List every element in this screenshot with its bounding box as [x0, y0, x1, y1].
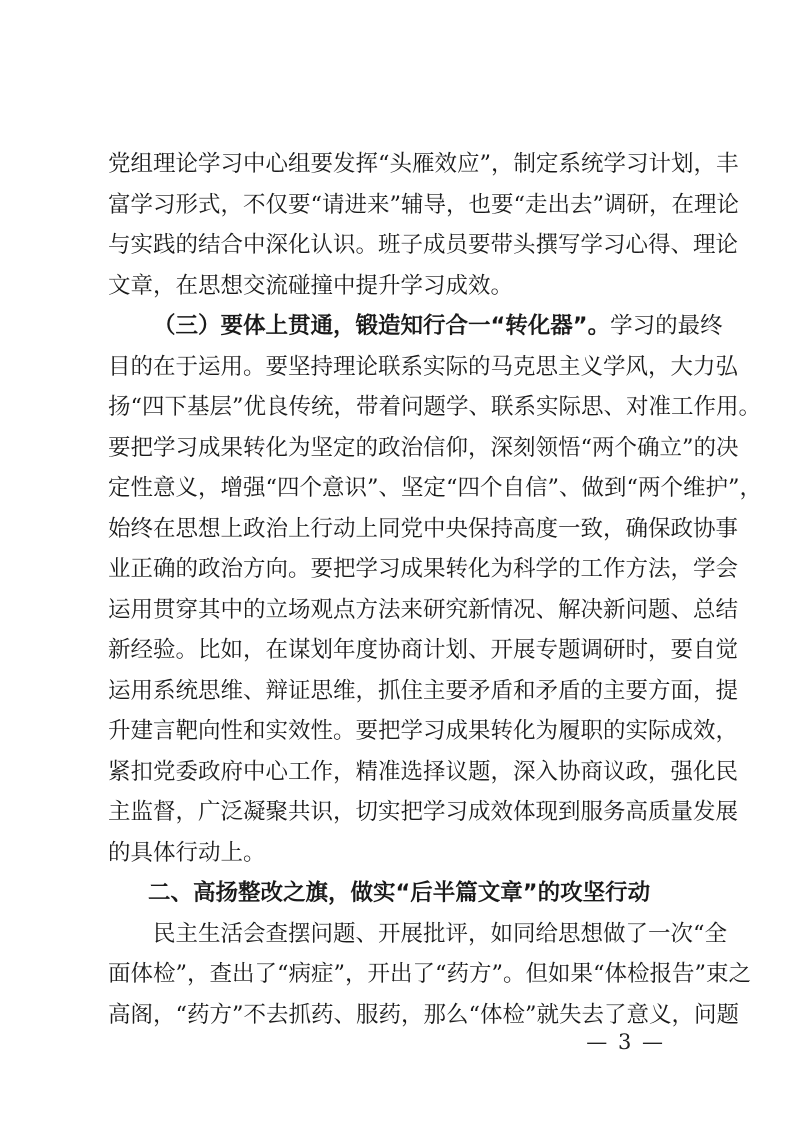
text-line: 的具体行动上。: [108, 839, 266, 866]
document-body: [108, 144, 763, 1035]
text-line: 目的在于运用。要坚持理论联系实际的马克思主义学风，大力弘: [108, 353, 739, 380]
paragraph-section-three: [108, 306, 763, 873]
text-line: 始终在思想上政治上行动上同党中央保持高度一致，确保政协事: [108, 515, 739, 542]
paragraph-study-group: [108, 144, 740, 306]
text-line: 党组理论学习中心组要发挥“头雁效应”，制定系统学习计划，丰: [108, 151, 739, 177]
section-lead: （三）要体上贯通，锻造知行合一“转化器”。: [153, 313, 611, 339]
text-line: 新经验。比如，在谋划年度协商计划、开展专题调研时，要自觉: [108, 637, 739, 663]
text-line: 高阁，“药方”不去抓药、服药，那么“体检”就失去了意义，问题: [108, 1001, 740, 1028]
heading-line: 二、高扬整改之旗，做实“后半篇文章”的攻坚行动: [148, 880, 651, 906]
paragraph-democratic-life: [108, 914, 752, 1036]
text-line: 定性意义，增强“四个意识”、坚定“四个自信”、做到“两个维护”，: [108, 475, 763, 501]
text-line: 紧扣党委政府中心工作，精准选择议题，深入协商议政，强化民: [108, 758, 739, 785]
text-line: [108, 306, 723, 347]
page-number: — 3 —: [586, 1030, 665, 1054]
text-line: 运用系统思维、辩证思维，抓住主要矛盾和矛盾的主要方面，提: [108, 677, 739, 704]
text-line: 民主生活会查摆问题、开展批评，如同给思想做了一次“全: [153, 920, 728, 947]
text-line: 与实践的结合中深化认识。班子成员要带头撰写学习心得、理论: [108, 232, 739, 258]
text-line: 运用贯穿其中的立场观点方法来研究新情况、解决新问题、总结: [108, 596, 739, 623]
text-line: 升建言靶向性和实效性。要把学习成果转化为履职的实际成效，: [108, 718, 739, 744]
text-line: 主监督，广泛凝聚共识，切实把学习成效体现到服务高质量发展: [108, 799, 739, 825]
text-line: 要把学习成果转化为坚定的政治信仰，深刻领悟“两个确立”的决: [108, 434, 739, 461]
text-line: 业正确的政治方向。要把学习成果转化为科学的工作方法，学会: [108, 556, 739, 582]
text-line: 富学习形式，不仅要“请进来”辅导，也要“走出去”调研，在理论: [108, 191, 740, 218]
section-lead-rest: 学习的最终: [610, 313, 723, 339]
text-line: 面体检”，查出了“病症”，开出了“药方”。但如果“体检报告”束之: [108, 961, 752, 987]
text-line: 扬“四下基层”优良传统，带着问题学、联系实际思、对准工作用。: [108, 394, 762, 420]
text-line: 文章，在思想交流碰撞中提升学习成效。: [108, 272, 514, 299]
section-heading: [108, 873, 692, 914]
